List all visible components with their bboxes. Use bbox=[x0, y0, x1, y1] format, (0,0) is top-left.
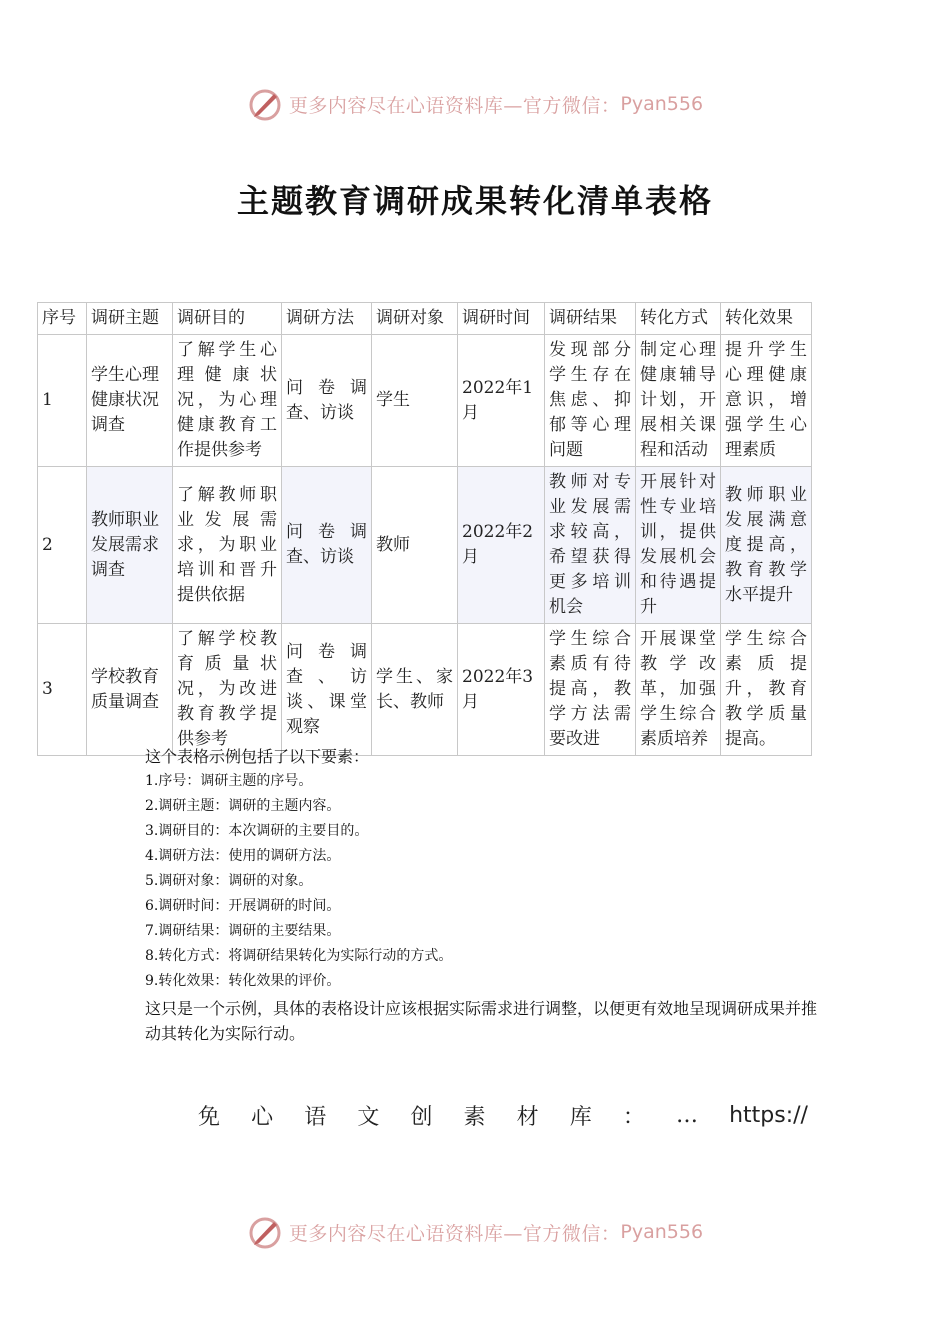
banner-text: 更多内容尽在心语资料库—官方微信： bbox=[288, 1222, 621, 1245]
table-cell: 发现部分学生存在焦虑、抑郁等心理问题 bbox=[545, 335, 636, 467]
pen-circle-logo-icon bbox=[247, 1214, 283, 1250]
footer-char: 免 bbox=[198, 1105, 221, 1130]
pen-circle-logo-icon bbox=[247, 86, 283, 122]
header-cell: 调研结果 bbox=[545, 303, 636, 335]
table-cell: 2022年2月 bbox=[458, 467, 545, 624]
table-cell: 制定心理健康辅导计划，开展相关课程和活动 bbox=[636, 335, 721, 467]
table-cell: 教师 bbox=[372, 467, 458, 624]
table-cell: 问卷调查、访谈 bbox=[282, 335, 372, 467]
results-table bbox=[37, 302, 812, 756]
table-cell: 了解教师职业发展需求，为职业培训和晋升提供依据 bbox=[173, 467, 282, 624]
table-cell: 了解学校教育质量状况，为改进教育教学提供参考 bbox=[173, 624, 282, 756]
header-cell: 序号 bbox=[38, 303, 87, 335]
notes-section bbox=[145, 745, 825, 1046]
table-row bbox=[38, 335, 812, 467]
banner-wechat-id: Pyan556 bbox=[620, 1221, 704, 1243]
footer-url[interactable]: https:// bbox=[729, 1103, 808, 1128]
header-cell: 调研时间 bbox=[458, 303, 545, 335]
table-cell: 学生心理健康状况调查 bbox=[87, 335, 173, 467]
footer-char: ： bbox=[622, 1105, 645, 1130]
list-item: 8.转化方式：将调研结果转化为实际行动的方式。 bbox=[145, 948, 453, 964]
list-item: 3.调研目的：本次调研的主要目的。 bbox=[145, 823, 369, 839]
table-cell: 学校教育质量调查 bbox=[87, 624, 173, 756]
header-cell: 调研方法 bbox=[282, 303, 372, 335]
list-item: 7.调研结果：调研的主要结果。 bbox=[145, 923, 341, 939]
header-cell: 调研目的 bbox=[173, 303, 282, 335]
table-cell: 提升学生心理健康意识，增强学生心理素质 bbox=[721, 335, 812, 467]
list-item: 4.调研方法：使用的调研方法。 bbox=[145, 848, 341, 864]
header-cell: 调研对象 bbox=[372, 303, 458, 335]
footer-char: … bbox=[675, 1103, 698, 1128]
notes-outro: 这只是一个示例，具体的表格设计应该根据实际需求进行调整，以便更有效地呈现调研成果并推动其转化为实际行动。 bbox=[145, 999, 818, 1043]
table-cell: 教师对专业发展需求较高，希望获得更多培训机会 bbox=[545, 467, 636, 624]
document-title: 主题教育调研成果转化清单表格 bbox=[236, 182, 713, 220]
list-item: 1.序号：调研主题的序号。 bbox=[145, 773, 313, 789]
header-cell: 调研主题 bbox=[87, 303, 173, 335]
list-item: 9.转化效果：转化效果的评价。 bbox=[145, 973, 341, 989]
table-cell: 学生综合素质有待提高，教学方法需要改进 bbox=[545, 624, 636, 756]
notes-list bbox=[145, 769, 825, 994]
table-cell: 问卷调查、访谈 bbox=[282, 467, 372, 624]
header-cell: 转化效果 bbox=[721, 303, 812, 335]
table-cell: 开展课堂教学改革，加强学生综合素质培养 bbox=[636, 624, 721, 756]
list-item: 5.调研对象：调研的对象。 bbox=[145, 873, 313, 889]
footer-line bbox=[198, 1100, 808, 1131]
table-cell: 1 bbox=[38, 335, 87, 467]
table-cell: 教师职业发展满意度提高，教育教学水平提升 bbox=[721, 467, 812, 624]
notes-intro: 这个表格示例包括了以下要素： bbox=[145, 747, 370, 766]
header-banner bbox=[0, 84, 950, 124]
table-cell: 学生、家长、教师 bbox=[372, 624, 458, 756]
table-cell: 了解学生心理健康状况，为心理健康教育工作提供参考 bbox=[173, 335, 282, 467]
footer-char: 库 bbox=[569, 1105, 592, 1130]
table-cell: 3 bbox=[38, 624, 87, 756]
list-item: 6.调研时间：开展调研的时间。 bbox=[145, 898, 341, 914]
footer-char: 文 bbox=[357, 1105, 380, 1130]
footer-char: 材 bbox=[516, 1105, 539, 1130]
table-cell: 学生综合素质提升，教育教学质量提高。 bbox=[721, 624, 812, 756]
banner-text: 更多内容尽在心语资料库—官方微信： bbox=[288, 94, 621, 117]
table-cell: 教师职业发展需求调查 bbox=[87, 467, 173, 624]
table-cell: 2022年1月 bbox=[458, 335, 545, 467]
footer-char: 语 bbox=[304, 1105, 327, 1130]
banner-wechat-id: Pyan556 bbox=[620, 93, 704, 115]
table-cell: 2022年3月 bbox=[458, 624, 545, 756]
table-cell: 2 bbox=[38, 467, 87, 624]
table-row bbox=[38, 467, 812, 624]
table-header-row bbox=[38, 303, 812, 335]
footer-char: 创 bbox=[410, 1105, 433, 1130]
header-cell: 转化方式 bbox=[636, 303, 721, 335]
table-cell: 问卷调查、访谈、课堂观察 bbox=[282, 624, 372, 756]
footer-banner bbox=[0, 1212, 950, 1252]
list-item: 2.调研主题：调研的主题内容。 bbox=[145, 798, 341, 814]
footer-char: 素 bbox=[463, 1105, 486, 1130]
table-cell: 学生 bbox=[372, 335, 458, 467]
table-row bbox=[38, 624, 812, 756]
table-cell: 开展针对性专业培训，提供发展机会和待遇提升 bbox=[636, 467, 721, 624]
footer-char: 心 bbox=[251, 1105, 274, 1130]
